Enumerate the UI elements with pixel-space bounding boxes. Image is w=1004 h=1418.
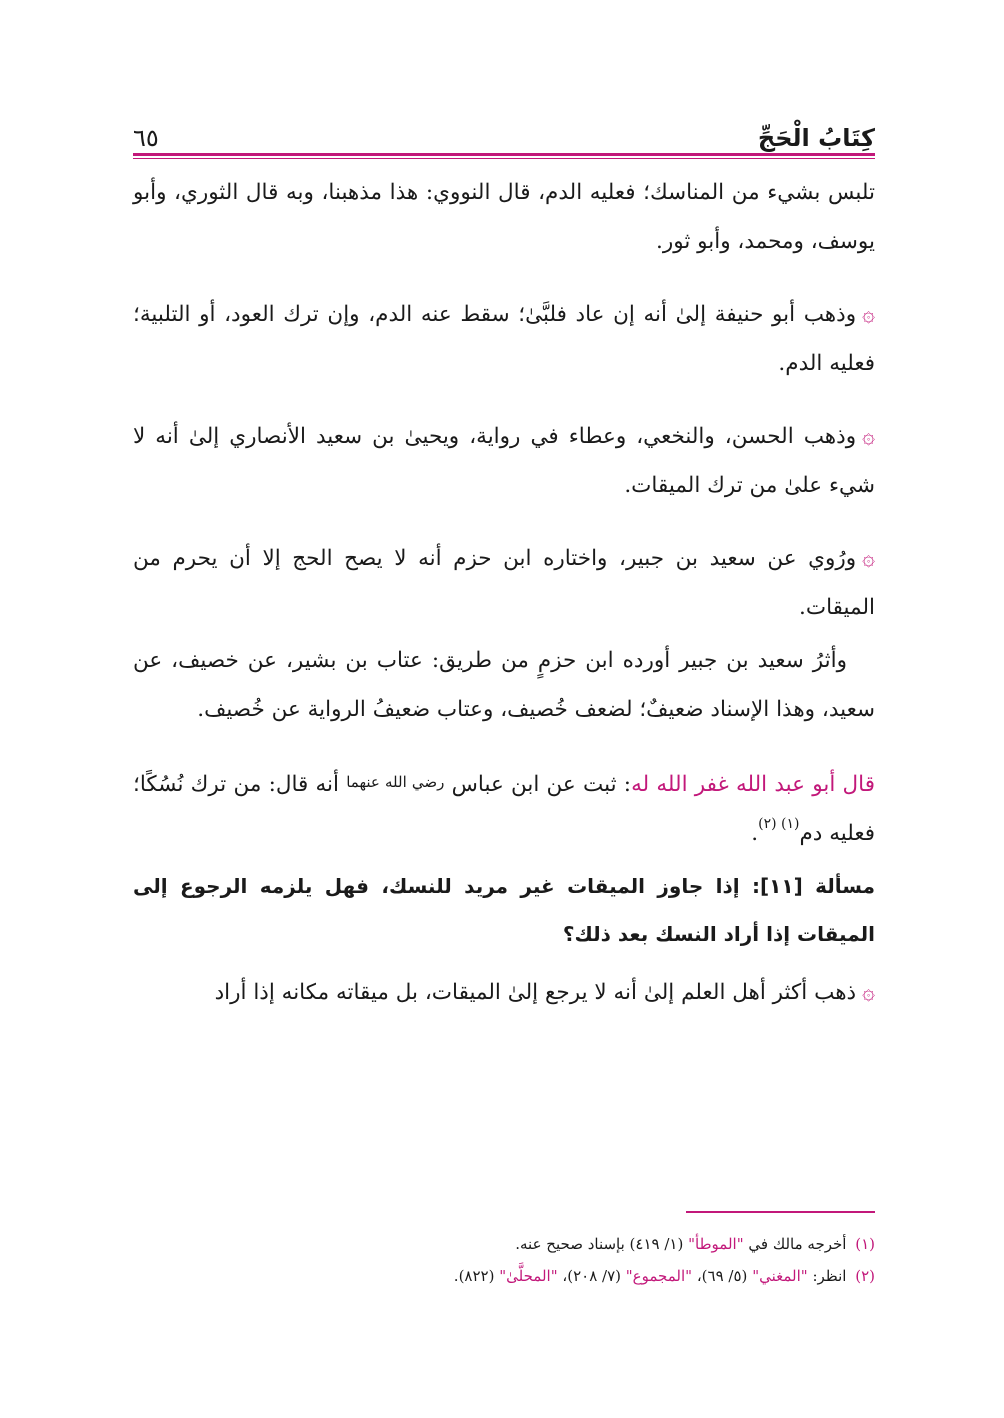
paragraph-6-end: . [751, 821, 759, 846]
footnote-source: "المحلَّىٰ" [499, 1267, 558, 1285]
footnote-1 [133, 1228, 875, 1260]
paragraph-6 [133, 758, 875, 858]
paragraph-2-text: وذهب أبو حنيفة إلىٰ أنه إن عاد فلبَّىٰ؛ سقط عنه الدم، وإن ترك العود، أو التلبية؛ فعليه الدم. [133, 302, 875, 376]
page-number: ٦٥ [133, 124, 159, 152]
issue-heading [133, 862, 875, 958]
footnote-text: انظر: [812, 1267, 847, 1285]
footnote-source: "المغني" [752, 1267, 808, 1285]
footnote-refs: (١) (٢) [758, 816, 800, 832]
paragraph-6-text-b: أنه قال: من ترك نُسُكًا؛ فعليه دم [133, 772, 875, 846]
footnote-text: (١/ ٤١٩) بإسناد صحيح عنه. [515, 1235, 684, 1253]
footnote-text: أخرجه مالك في [748, 1235, 847, 1253]
author-remark: قال أبو عبد الله غفر الله له [631, 772, 875, 797]
footnote-separator [686, 1211, 875, 1213]
paragraph-7 [133, 968, 875, 1017]
paragraph-7-text: ذهب أكثر أهل العلم إلىٰ أنه لا يرجع إلىٰ الميقات، بل ميقاته مكانه إذا أراد [214, 980, 857, 1005]
issue-text: إذا جاوز الميقات غير مريد للنسك، فهل يلزمه الرجوع إلى الميقات إذا أراد النسك بعد ذلك؟ [133, 874, 875, 946]
flower-ornament-icon: ۞ [862, 424, 875, 449]
footnote-number: (٢) [855, 1267, 875, 1285]
footnote-source: "الموطأ" [688, 1235, 744, 1253]
flower-ornament-icon: ۞ [862, 302, 875, 327]
honorific-glyph: رضي الله عنهما [346, 773, 445, 791]
paragraph-4 [133, 534, 875, 632]
header-rule-thin [133, 158, 875, 159]
footnote-text: (٧/ ٢٠٨)، [562, 1267, 621, 1285]
paragraph-4-text: ورُوي عن سعيد بن جبير، واختاره ابن حزم أنه لا يصح الحج إلا أن يحرم من الميقات. [133, 546, 875, 620]
paragraph-5-text: وأثرُ سعيد بن جبير أورده ابن حزمٍ من طريق: عتاب بن بشير، عن خصيف، عن سعيد، وهذا الإسناد ضعيفٌ؛ لضعف خُصيف، وعتاب ضعيفُ الرواية عن خُصيف. [133, 648, 875, 722]
paragraph-3 [133, 412, 875, 510]
footnote-text: (٨٢٢). [453, 1267, 495, 1285]
flower-ornament-icon: ۞ [862, 546, 875, 571]
issue-label: مسألة [١١]: [752, 874, 875, 898]
footnote-source: "المجموع" [625, 1267, 693, 1285]
main-text [133, 168, 875, 1041]
paragraph-3-text: وذهب الحسن، والنخعي، وعطاء في رواية، ويحيىٰ بن سعيد الأنصاري إلىٰ أنه لا شيء علىٰ من ترك الميقات. [133, 424, 875, 498]
paragraph-2 [133, 290, 875, 388]
header-rule-thick [133, 153, 875, 156]
book-title: كِتَابُ الْحَجِّ [757, 124, 875, 152]
footnote-text: (٥/ ٦٩)، [696, 1267, 748, 1285]
paragraph-1: تلبس بشيء من المناسك؛ فعليه الدم، قال النووي: هذا مذهبنا، وبه قال الثوري، وأبو يوسف، ومحمد، وأبو ثور. [133, 180, 875, 254]
footnote-2 [133, 1260, 875, 1292]
footnote-number: (١) [855, 1235, 875, 1253]
flower-ornament-icon: ۞ [862, 980, 875, 1005]
paragraph-6-text-a: : ثبت عن ابن عباس [451, 772, 632, 797]
footnotes [133, 1228, 875, 1292]
page-header [133, 112, 875, 152]
paragraph-5 [133, 636, 875, 734]
